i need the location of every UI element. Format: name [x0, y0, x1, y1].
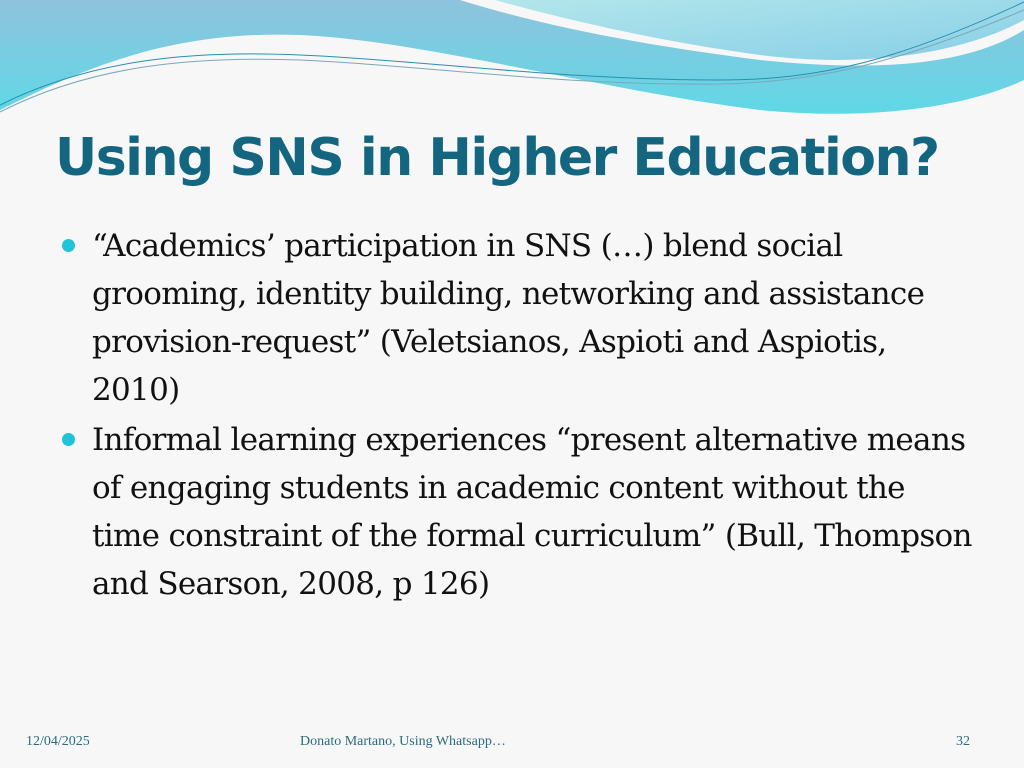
bullet-text: Informal learning experiences “present alternative means of engaging students in academic content without the time constraint of the formal curriculum” (Bull, Thompson and Searson, 2008, p 126)	[92, 422, 972, 602]
bullet-item-2	[60, 416, 980, 608]
slide-title: Using SNS in Higher Education?	[55, 128, 939, 188]
footer-center-text: Donato Martano, Using Whatsapp…	[300, 734, 506, 749]
bullet-text: “Academics’ participation in SNS (…) blend social grooming, identity building, networking and assistance provision-request” (Veletsianos, Aspioti and Aspiotis, 2010)	[92, 228, 925, 408]
footer-date: 12/04/2025	[26, 734, 90, 749]
footer-page-number: 32	[956, 734, 970, 749]
bullet-item-1	[60, 222, 980, 414]
bullet-list	[60, 222, 980, 610]
bullet-dot-icon	[62, 239, 75, 252]
bullet-dot-icon	[62, 433, 75, 446]
header-wave-decoration	[0, 0, 1024, 130]
